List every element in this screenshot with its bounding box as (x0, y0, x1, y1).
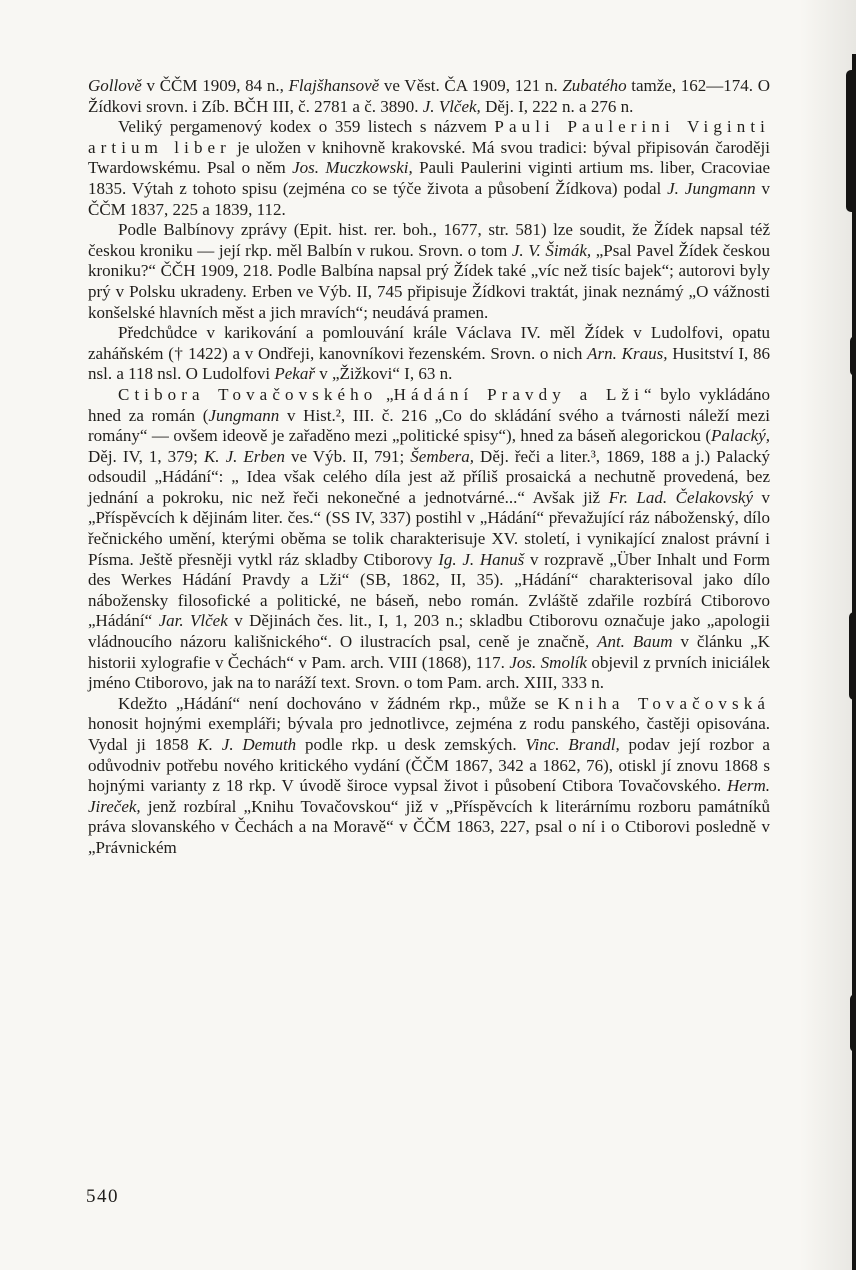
text-segment-normal: v Hist.², III. č. 216 „Co do skládání svého a tvárnosti náleží mezi romány“ — ovšem ideově je zařaděno mezi „politické spisy“), hned za báseň alegorickou ( (88, 405, 770, 446)
text-segment-normal: v ČČM 1909, 84 n., (141, 76, 289, 95)
text-segment-italic: Jar. Vlček (158, 611, 228, 631)
text-segment-normal: v ČČM 1837, 225 a 1839, 112. (88, 178, 771, 219)
text-segment-spaced: Pauli Paulerini Viginti artium liber (88, 117, 770, 157)
text-segment-normal: v článku „K historii xylografie v Čechách“ v Pam. arch. VIII (1868), 117. (88, 632, 770, 672)
paragraph (88, 323, 770, 385)
text-segment-italic: Zubatého (562, 76, 627, 95)
text-segment-normal: Děj. řeči a liter.³, 1869, 188 a j.) Palacký odsoudil „Hádání“: „ Idea však celého díla jest až příliš prosaická a nechutně provedená, bez jednání a pokroku, nic než řeči nekonečné a jednotvárné...“ Avšak již (88, 446, 771, 507)
text-segment-normal: Děj. IV, 1, 379; (88, 446, 204, 466)
text-segment-normal: Kdežto „Hádání“ není dochováno v žádném rkp., může se (118, 693, 558, 713)
text-segment-italic: Gollově (88, 76, 142, 95)
text-segment-normal: v rozpravě „Über Inhalt und Form des Werkes Hádání Pravdy a Lži“ (SB, 1862, II, 35). „Hádání“ charakterisoval jako dílo nábožensky filosofické a politické, ne báseň, nebo román. Zvláště zdařile rozbírá Ctiborovo „Hádání“ (88, 549, 770, 631)
scan-edge-blob-middle (849, 612, 856, 700)
text-segment-normal: „ (377, 384, 394, 404)
text-segment-normal: Veliký pergamenový kodex o 359 listech s názvem (118, 117, 495, 137)
text-segment-italic: Jos. Smolík (509, 652, 587, 672)
text-segment-normal: honosit hojnými exempláři; bývala pro jednotlivce, zejména z rodu panského, častěji opisována. Vydal ji 1858 (88, 714, 770, 754)
text-segment-italic: J. V. Šimák, (511, 240, 592, 260)
text-segment-normal: v „Příspěvcích k dějinám liter. čes.“ (SS IV, 337) postihl v „Hádání“ převažující ráz náboženský, dílo řečnického umění, kterými oběma se tolik charakterisuje XV. století, i vynikající znalost právní i Písma. Ještě přesněji vytkl ráz skladby Ctiborovy (88, 487, 771, 569)
text-segment-italic: Ig. J. Hanuš (438, 549, 525, 569)
text-segment-normal: tamže, 162—174. O Žídkovi srovn. i Zíb. BČH III, č. 2781 a č. 3890. (88, 76, 771, 116)
text-segment-italic: Vinc. Brandl, (525, 735, 620, 754)
text-segment-italic: Arn. Kraus, (587, 343, 668, 363)
text-segment-spaced: Kniha Tovačovská (557, 693, 770, 713)
text-segment-normal: Husitství I, 86 nsl. a 118 nsl. O Ludolfovi (88, 343, 770, 384)
text-segment-italic: Jungmann (208, 405, 280, 425)
text-segment-italic: K. J. Erben (203, 446, 285, 466)
text-segment-normal: podav její rozbor a odůvodniv potřebu nového kritického vydání (ČČM 1867, 342 a 1862, 76), otiskl jí znovu 1868 s hojnými varianty z 18 rkp. V úvodě široce vypsal život i působení Ctibora Tovačovského. (88, 735, 770, 796)
paragraph (88, 117, 770, 220)
text-segment-normal: v Dějinách čes. lit., I, 1, 203 n.; skladbu Ctiborovu označuje jako „apologii vládnoucího názoru kališnického“. O ilustracích psal, ceně je značně, (88, 611, 770, 652)
paragraph (88, 76, 770, 117)
text-segment-normal: v „Žižkovi“ I, 63 n. (314, 364, 453, 384)
text-segment-normal: Děj. I, 222 n. a 276 n. (480, 96, 634, 116)
text-segment-normal: Podle Balbínovy zprávy (Epit. hist. rer. boh., 1677, str. 581) lze soudit, že Žídek napsal též českou kroniku — její rkp. měl Balbín v rukou. Srovn. o tom (88, 220, 770, 260)
text-segment-normal: ve Výb. II, 791; (284, 446, 411, 466)
scan-edge-blob-upper (850, 336, 856, 376)
text-segment-normal: podle rkp. u desk zemských. (296, 735, 526, 754)
text-segment-italic: Flajšhansově (288, 76, 380, 95)
text-segment-italic: Šembera, (410, 446, 475, 466)
text-segment-italic: Pekař (274, 364, 315, 384)
paragraph (88, 220, 770, 323)
paragraph (88, 385, 770, 694)
text-segment-italic: Fr. Lad. Čelakovský (608, 487, 754, 507)
text-segment-normal: „Psal Pavel Žídek českou kroniku?“ ČČH 1909, 218. Podle Balbína napsal prý Žídek také „víc než tisíc bajek“; autorovi byly prý v Polsku ukradeny. Erben ve Výb. II, 745 připisuje Žídkovi traktát, jinak neznámý „O vážnosti konšelské hlavních měst a jich mravích“; neudává pramen. (88, 240, 771, 322)
text-segment-italic: J. Vlček, (422, 96, 481, 116)
text-segment-normal: Předchůdce v karikování a pomlouvání krále Václava IV. měl Žídek v Ludolfovi, opatu zaháňském († 1422) a v Ondřeji, kanovníkovi řezenském. Srovn. o nich (88, 323, 770, 363)
text-segment-italic: Jos. Muczkowski, (292, 158, 413, 178)
text-segment-spaced: Ctibora Tovačovského (118, 384, 378, 404)
page-number: 540 (86, 1186, 119, 1207)
text-segment-italic: Ant. Baum (597, 632, 673, 652)
text-segment-italic: K. J. Demuth (197, 735, 297, 754)
paragraph (88, 694, 770, 859)
text-segment-normal: je uložen v knihovně krakovské. Má svou tradici: býval připisován čaroději Twardowskému. Psal o něm (88, 137, 771, 178)
text-segment-normal: ve Věst. ČA 1909, 121 n. (379, 76, 563, 95)
text-segment-normal: jenž rozbíral „Knihu Tovačovskou“ již v „Příspěvcích k literárnímu rozboru památníků práva slovanského v Čechách a na Moravě“ v ČČM 1863, 227, psal o ní i o Ctiborovi posledně v „Právnickém (88, 796, 770, 857)
text-segment-normal: Pauli Paulerini viginti artium ms. liber, Cracoviae 1835. Výtah z tohoto spisu (zejména co se týče života a působení Žídkova) podal (88, 158, 770, 198)
text-segment-italic: Palacký, (711, 426, 770, 446)
text-block (88, 76, 770, 859)
text-segment-italic: Herm. Jireček, (88, 776, 770, 816)
text-segment-spaced: Hádání Pravdy a Lži (393, 384, 645, 404)
scan-edge-blob-lower (850, 994, 856, 1052)
text-segment-italic: J. Jungmann (667, 178, 756, 198)
scan-edge-blob-top (846, 70, 856, 212)
text-segment-normal: objevil z prvních iniciálek jméno Ctiborovo, jak na to naráží text. Srovn. o tom Pam. arch. XIII, 333 n. (88, 652, 771, 693)
text-segment-normal: “ bylo vykládáno hned za román ( (88, 384, 770, 425)
